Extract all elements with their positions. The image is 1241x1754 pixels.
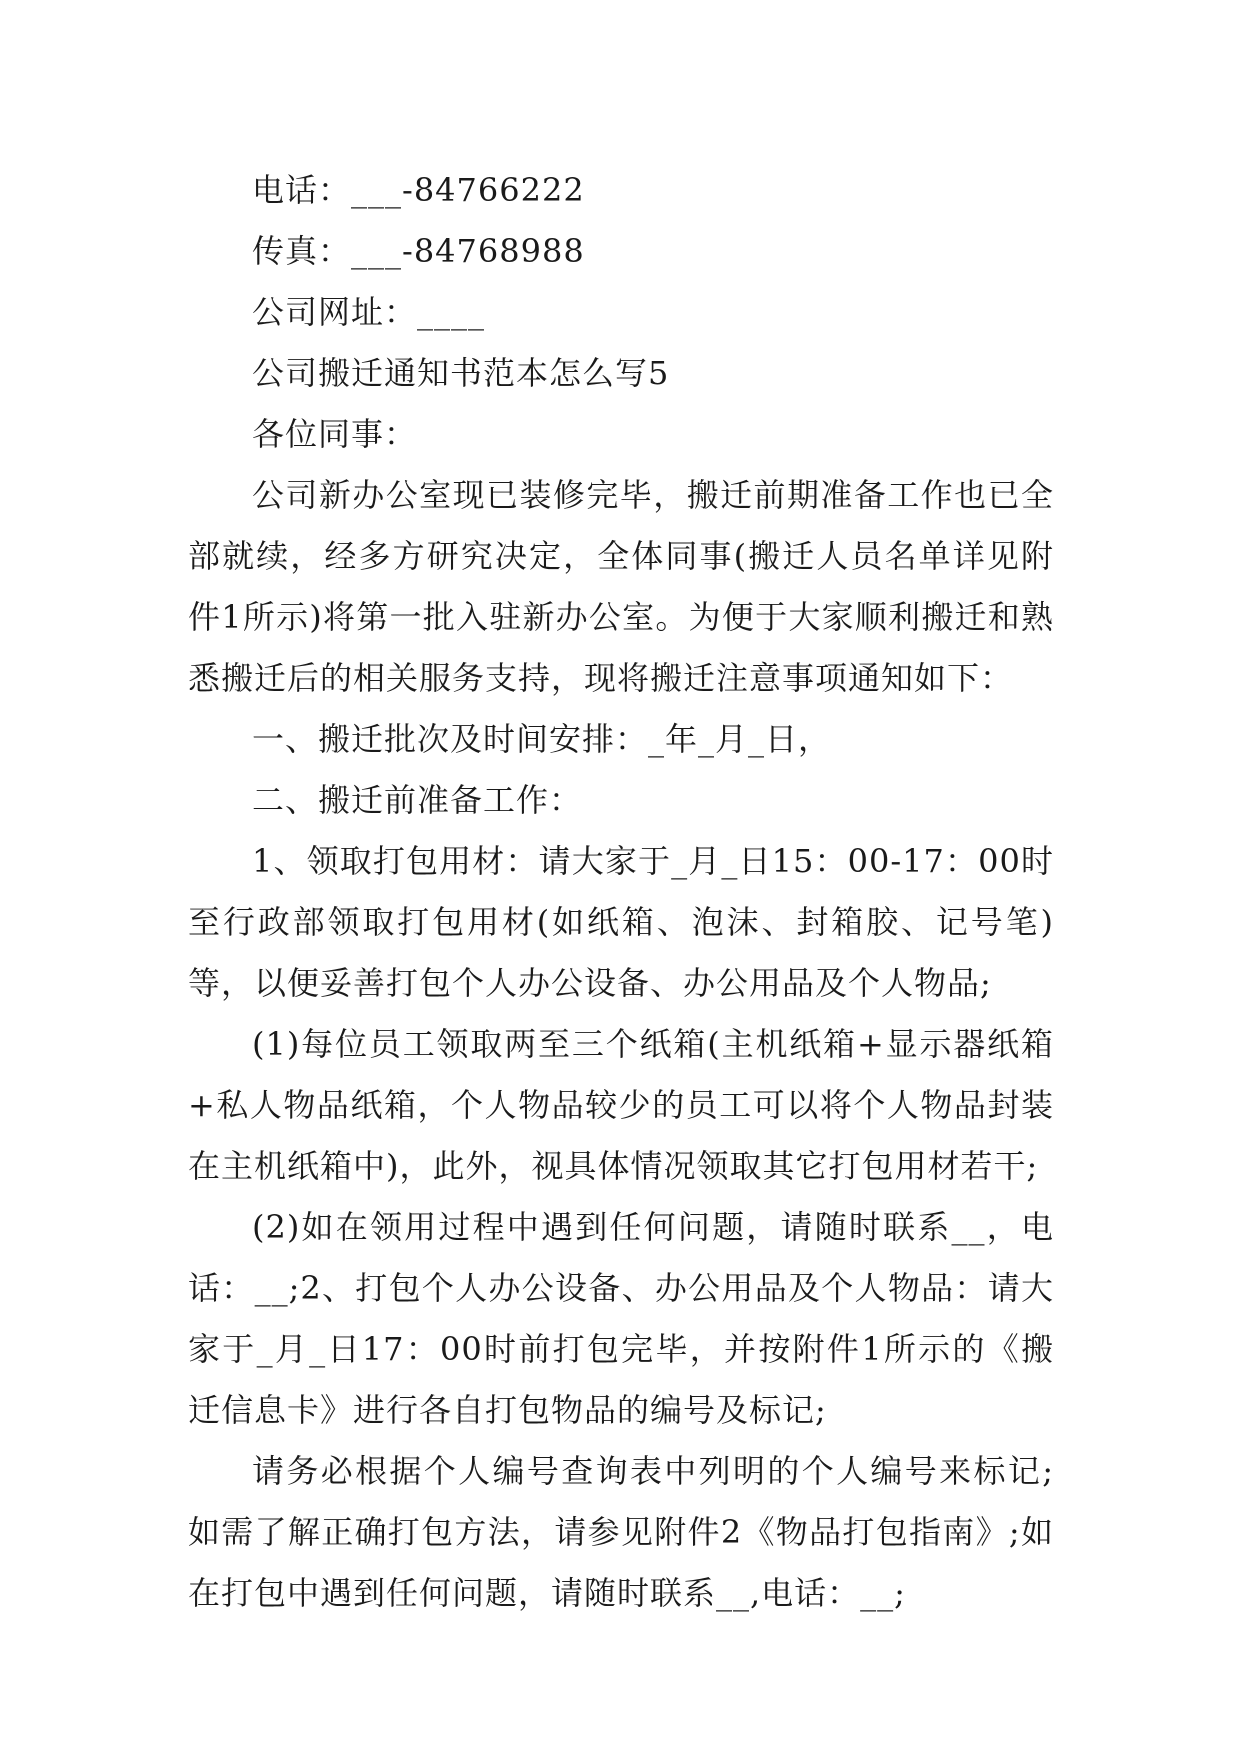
intro-paragraph: 公司新办公室现已装修完毕，搬迁前期准备工作也已全部就续，经多方研究决定，全体同事(搬迁人员名单详见附件1所示)将第一批入驻新办公室。为便于大家顺利搬迁和熟悉搬迁后的相关服务支持，现将搬迁注意事项通知如下： [188, 476, 1054, 697]
subitem-boxes: (1)每位员工领取两至三个纸箱(主机纸箱+显示器纸箱+私人物品纸箱，个人物品较少的员工可以将个人物品封装在主机纸箱中)，此外，视具体情况领取其它打包用材若干; [188, 1025, 1054, 1185]
document-body [188, 160, 1054, 1624]
phone-line: 电话：___-84766222 [252, 171, 585, 209]
packing-instructions: 请务必根据个人编号查询表中列明的个人编号来标记;如需了解正确打包方法，请参见附件2《物品打包指南》;如在打包中遇到任何问题，请随时联系__,电话：__; [188, 1452, 1054, 1612]
item-schedule: 一、搬迁批次及时间安排：_年_月_日， [252, 720, 832, 758]
salutation: 各位同事： [252, 415, 418, 453]
item-collect-materials: 1、领取打包用材：请大家于_月_日15：00-17：00时至行政部领取打包用材(如纸箱、泡沫、封箱胶、记号笔)等，以便妥善打包个人办公设备、办公用品及个人物品; [188, 842, 1054, 1002]
fax-line: 传真：___-84768988 [252, 232, 585, 270]
section-title: 公司搬迁通知书范本怎么写5 [252, 354, 670, 392]
subitem-contact-and-packing: (2)如在领用过程中遇到任何问题，请随时联系__，电话：__;2、打包个人办公设备、办公用品及个人物品：请大家于_月_日17：00时前打包完毕，并按附件1所示的《搬迁信息卡》进行各自打包物品的编号及标记; [188, 1208, 1054, 1429]
item-preparation: 二、搬迁前准备工作： [252, 781, 583, 819]
website-line: 公司网址：____ [252, 293, 486, 331]
